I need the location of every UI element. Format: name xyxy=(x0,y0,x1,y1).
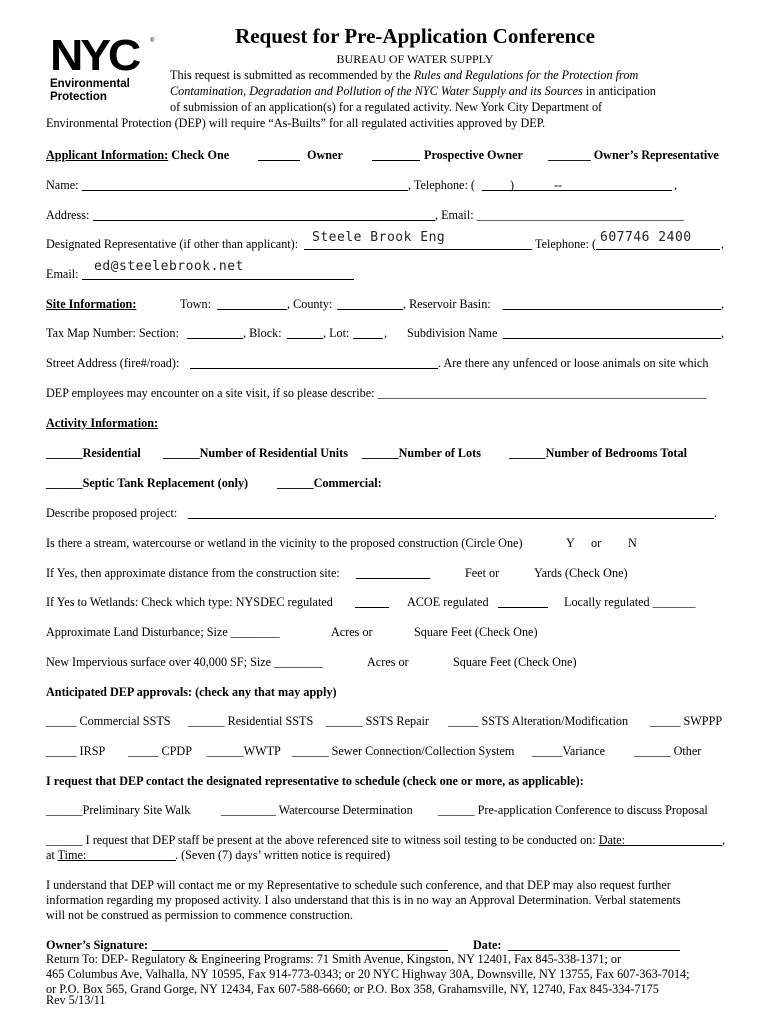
land-disturbance-field[interactable]: Approximate Land Disturbance; Size ________ xyxy=(46,625,280,639)
footer-line-2: 465 Columbus Ave, Valhalla, NY 10595, Fax 914-773-0343; or 20 NYC Highway 30A, Downsville, NY 13755, Fax 607-363-7014; xyxy=(46,967,690,981)
sqft-option-2[interactable]: Square Feet (Check One) xyxy=(453,655,577,669)
footer-line-1: Return To: DEP- Regulatory & Engineering Programs: 71 Smith Avenue, Kingston, NY 12401, Fax 845-338-1371; or xyxy=(46,952,622,966)
telephone-paren: ) xyxy=(510,178,515,192)
num-units-option[interactable]: ______Number of Residential Units xyxy=(163,446,348,460)
approvals-heading: Anticipated DEP approvals: (check any that may apply) xyxy=(46,685,337,699)
taxmap-label: Tax Map Number: Section: xyxy=(46,326,179,340)
telephone-dash: -- xyxy=(554,178,563,192)
approval-sewer[interactable]: ______ Sewer Connection/Collection System xyxy=(292,744,515,758)
lot-comma: , xyxy=(384,326,388,340)
logo-line1: Environmental xyxy=(50,78,130,90)
approval-ssts-repair[interactable]: ______ SSTS Repair xyxy=(326,714,429,728)
num-bedrooms-option[interactable]: ______Number of Bedrooms Total xyxy=(509,446,687,460)
notice-text: . (Seven (7) days’ written notice is required) xyxy=(175,848,391,862)
subdivision-label: Subdivision Name xyxy=(407,326,498,340)
designated-tel-value: 607746 2400 xyxy=(600,230,692,245)
locally-regulated-option[interactable]: Locally regulated _______ xyxy=(564,595,696,609)
intro-line-1: This request is submitted as recommended by the Rules and Regulations for the Protection from xyxy=(170,68,639,82)
soil-time-line[interactable]: at Time: xyxy=(46,848,87,862)
owner-label: Owner xyxy=(307,148,343,162)
activity-heading: Activity Information: xyxy=(46,416,159,430)
lot-field[interactable] xyxy=(353,328,383,339)
prospective-owner-label: Prospective Owner xyxy=(424,148,523,162)
contact-heading: I request that DEP contact the designated representative to schedule (check one or more, as applicable): xyxy=(46,774,584,788)
soil-testing-line[interactable]: ______ I request that DEP staff be present at the above referenced site to witness soil testing to be conducted on: Date: xyxy=(46,833,626,847)
acres-or-option-2[interactable]: Acres or xyxy=(367,655,409,669)
distance-field[interactable] xyxy=(356,568,430,579)
address-label: Address: xyxy=(46,208,90,222)
describe-period: . xyxy=(714,506,718,520)
site-heading: Site Information: xyxy=(46,297,137,311)
designated-rep-value: Steele Brook Eng xyxy=(312,230,446,245)
approval-cpdp[interactable]: _____ CPDP xyxy=(128,744,193,758)
basin-label: , Reservoir Basin: xyxy=(403,297,491,311)
intro-line-4: Environmental Protection (DEP) will require “As-Builts” for all regulated activities approved by DEP. xyxy=(46,116,546,130)
page-title: Request for Pre-Application Conference xyxy=(235,24,595,48)
understand-line-1: I understand that DEP will contact me or my Representative to schedule such conference, and that DEP may also request further xyxy=(46,878,671,892)
street-label: Street Address (fire#/road): xyxy=(46,356,180,370)
approval-swppp[interactable]: _____ SWPPP xyxy=(650,714,723,728)
county-field[interactable] xyxy=(337,299,403,310)
check-one-label: Check One xyxy=(171,148,230,162)
preliminary-walk-option[interactable]: ______Preliminary Site Walk xyxy=(46,803,191,817)
nysdec-checkbox[interactable] xyxy=(355,597,389,608)
block-field[interactable] xyxy=(287,328,323,339)
town-label: Town: xyxy=(180,297,211,311)
applicant-row xyxy=(46,148,229,162)
basin-field[interactable] xyxy=(503,299,721,310)
intro-line-3: of submission of an application(s) for a regulated activity. New York City Department of xyxy=(170,100,603,114)
soil-time-field[interactable] xyxy=(58,850,176,861)
town-field[interactable] xyxy=(217,299,287,310)
soil-date-field[interactable] xyxy=(616,835,722,846)
owner-signature-field[interactable] xyxy=(152,940,448,951)
approval-residential-ssts[interactable]: ______ Residential SSTS xyxy=(188,714,314,728)
impervious-field[interactable]: New Impervious surface over 40,000 SF; Size ________ xyxy=(46,655,323,669)
preapp-option[interactable]: ______ Pre-application Conference to discuss Proposal xyxy=(438,803,708,817)
approval-other[interactable]: ______ Other xyxy=(634,744,702,758)
logo-trademark: ® xyxy=(150,38,155,44)
signature-date-label: Date: xyxy=(473,938,502,952)
describe-label: Describe proposed project: xyxy=(46,506,178,520)
acres-or-option-1[interactable]: Acres or xyxy=(331,625,373,639)
septic-option[interactable]: ______Septic Tank Replacement (only) xyxy=(46,476,249,490)
basin-comma: , xyxy=(721,297,725,311)
approval-ssts-alteration[interactable]: _____ SSTS Alteration/Modification xyxy=(448,714,629,728)
logo-line2: Protection xyxy=(50,91,107,103)
yes-option[interactable]: Y xyxy=(566,536,575,550)
telephone-label: , Telephone: ( xyxy=(408,178,475,192)
owner-checkbox[interactable] xyxy=(258,150,300,161)
yards-option[interactable]: Yards (Check One) xyxy=(534,566,628,580)
wetlands-question: If Yes to Wetlands: Check which type: NYSDEC regulated xyxy=(46,595,333,609)
intro-line-2: Contamination, Degradation and Pollution of the NYC Water Supply and its Sources in anticipation xyxy=(170,84,656,98)
logo-mark: NYC xyxy=(50,31,139,80)
logo-text xyxy=(50,78,130,104)
residential-option[interactable]: ______Residential xyxy=(46,446,141,460)
approval-wwtp[interactable]: ______WWTP xyxy=(207,744,281,758)
email-field-inline[interactable]: , Email: __________________________________ xyxy=(435,208,684,222)
commercial-option[interactable]: ______Commercial: xyxy=(277,476,382,490)
or-text: or xyxy=(591,536,602,550)
name-label: Name: xyxy=(46,178,79,192)
subdivision-field[interactable] xyxy=(503,328,721,339)
block-label: , Block: xyxy=(243,326,282,340)
understand-line-3: will not be construed as permission to commence construction. xyxy=(46,908,353,922)
sqft-option-1[interactable]: Square Feet (Check One) xyxy=(414,625,538,639)
lot-label: , Lot: xyxy=(323,326,350,340)
num-lots-option[interactable]: ______Number of Lots xyxy=(362,446,481,460)
applicant-heading: Applicant Information: xyxy=(46,148,169,162)
understand-line-2: information regarding my proposed activity. I also understand that this is in no way an Approval Determination. Verbal statements xyxy=(46,893,681,907)
dep-visit-question[interactable]: DEP employees may encounter on a site visit, if so please describe: ______________________________________________________ xyxy=(46,386,707,400)
footer-line-3: or P.O. Box 565, Grand Gorge, NY 12434, Fax 607-588-6660; or P.O. Box 358, Grahamsville, NY, 12740, Fax 845-334-7175 xyxy=(46,982,659,996)
owner-signature-label: Owner’s Signature: xyxy=(46,938,149,952)
prospective-owner-checkbox[interactable] xyxy=(372,150,420,161)
soil-date-comma: , xyxy=(722,833,726,847)
owners-rep-option[interactable]: _______ Owner’s Representative xyxy=(548,148,719,162)
email-value: ed@steelebrook.net xyxy=(94,259,244,274)
acoe-checkbox[interactable] xyxy=(498,597,548,608)
approval-commercial-ssts[interactable]: _____ Commercial SSTS xyxy=(46,714,171,728)
subdivision-comma: , xyxy=(721,326,725,340)
street-field[interactable] xyxy=(190,358,438,369)
page-subtitle: BUREAU OF WATER SUPPLY xyxy=(336,52,494,66)
stream-question: Is there a stream, watercourse or wetland in the vicinity to the proposed construction (Circle One) xyxy=(46,536,523,550)
no-option[interactable]: N xyxy=(628,536,637,550)
designated-tel-label: Telephone: ( xyxy=(535,237,597,251)
acoe-label: ACOE regulated xyxy=(407,595,489,609)
name-field[interactable] xyxy=(82,180,408,191)
describe-field[interactable] xyxy=(188,508,714,519)
signature-date-field[interactable] xyxy=(508,940,680,951)
county-label: , County: xyxy=(287,297,333,311)
section-field[interactable] xyxy=(187,328,243,339)
animals-question: . Are there any unfenced or loose animals on site which xyxy=(438,356,709,370)
watercourse-option[interactable]: _________ Watercourse Determination xyxy=(221,803,413,817)
email-label: Email: xyxy=(46,267,79,281)
approval-irsp[interactable]: _____ IRSP xyxy=(46,744,106,758)
telephone-comma: , xyxy=(674,178,678,192)
revision-label: Rev 5/13/11 xyxy=(46,993,106,1007)
distance-question: If Yes, then approximate distance from the construction site: xyxy=(46,566,340,580)
address-field[interactable] xyxy=(93,210,435,221)
approval-variance[interactable]: _____Variance xyxy=(532,744,606,758)
designated-rep-label: Designated Representative (if other than applicant): xyxy=(46,237,299,251)
designated-tel-comma: , xyxy=(721,237,725,251)
feet-or-option[interactable]: Feet or xyxy=(465,566,500,580)
